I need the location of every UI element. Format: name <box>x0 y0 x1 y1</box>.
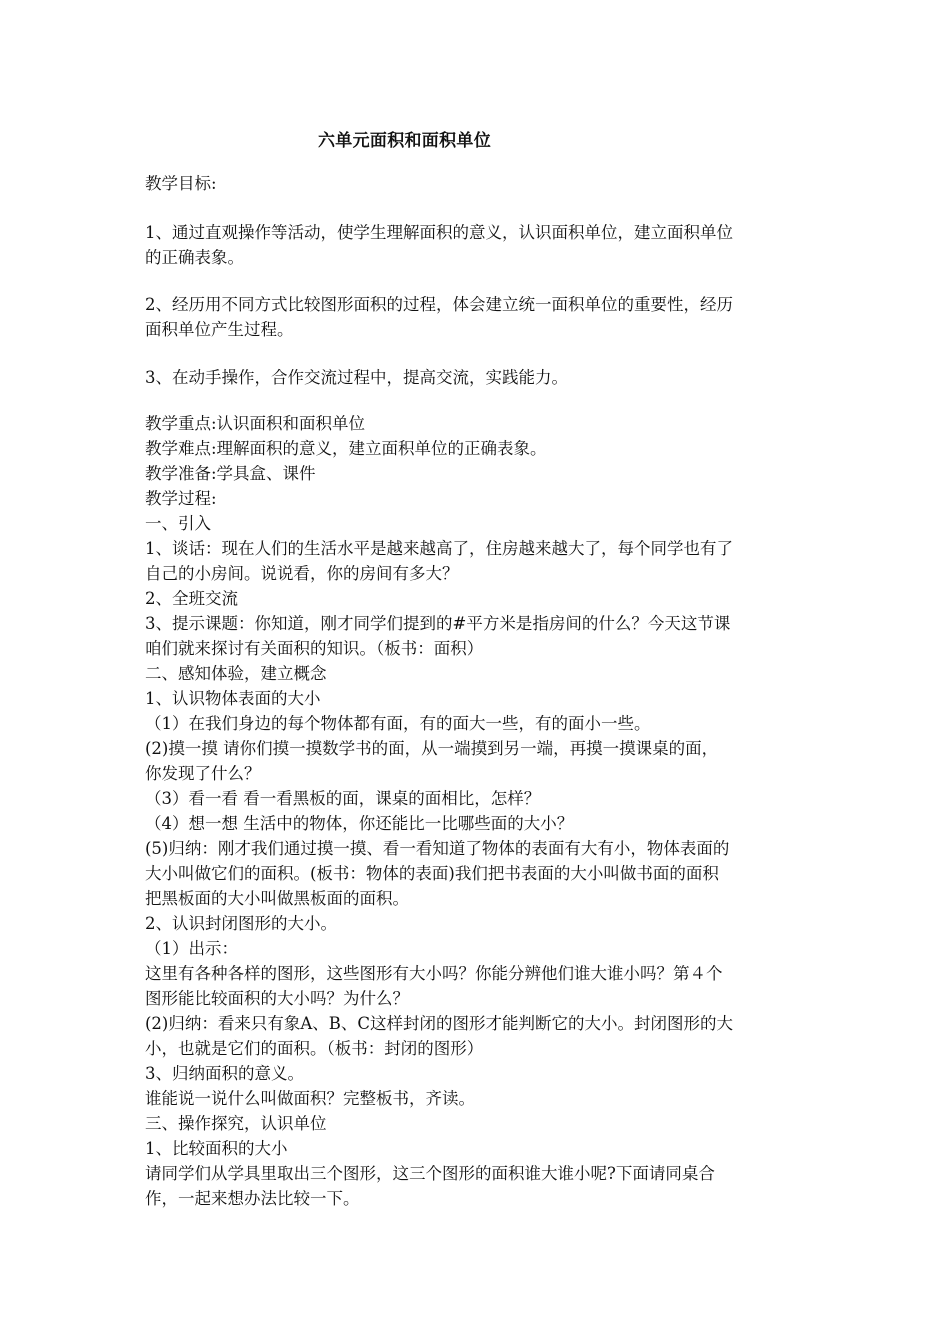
document-title: 六单元面积和面积单位 <box>318 131 491 151</box>
body-line: （4）想一想 生活中的物体，你还能比一比哪些面的大小？ <box>145 814 574 833</box>
body-line: 请同学们从学具里取出三个图形，这三个图形的面积谁大谁小呢?下面请同桌合 <box>145 1164 715 1183</box>
body-line: 这里有各种各样的图形，这些图形有大小吗？你能分辨他们谁大谁小吗？第４个 <box>145 964 723 983</box>
body-line: 你发现了什么？ <box>145 764 261 783</box>
objectives-heading-block <box>145 171 815 196</box>
body-line: 3、归纳面积的意义。 <box>145 1064 304 1083</box>
body-line: 图形能比较面积的大小吗？为什么？ <box>145 989 409 1008</box>
body-line: 教学重点:认识面积和面积单位 <box>145 414 366 433</box>
objective-1 <box>145 220 815 270</box>
body-line: 自己的小房间。说说看，你的房间有多大？ <box>145 564 459 583</box>
objective-2 <box>145 292 815 342</box>
body-line: 1、谈话：现在人们的生活水平是越来越高了，住房越来越大了，每个同学也有了 <box>145 539 733 558</box>
body-line: 把黑板面的大小叫做黑板面的面积。 <box>145 889 409 908</box>
body-line: 2、全班交流 <box>145 589 238 608</box>
objective-line: 的正确表象。 <box>145 248 244 267</box>
body-line: 三、操作探究，认识单位 <box>145 1114 327 1133</box>
lesson-body <box>145 411 815 1211</box>
body-line: 教学难点:理解面积的意义，建立面积单位的正确表象。 <box>145 439 547 458</box>
body-line: (2)摸一摸 请你们摸一摸数学书的面，从一端摸到另一端，再摸一摸课桌的面， <box>145 739 719 758</box>
body-line: 1、认识物体表面的大小 <box>145 689 321 708</box>
body-line: 咱们就来探讨有关面积的知识。（板书：面积） <box>145 639 484 658</box>
body-line: 教学准备:学具盒、课件 <box>145 464 316 483</box>
body-line: 作，一起来想办法比较一下。 <box>145 1189 360 1208</box>
body-line: (2)归纳：看来只有象A、B、C这样封闭的图形才能判断它的大小。封闭图形的大 <box>145 1014 734 1033</box>
body-line: 教学过程: <box>145 489 217 508</box>
objectives-heading: 教学目标: <box>145 174 217 193</box>
body-line: 小，也就是它们的面积。（板书：封闭的图形） <box>145 1039 484 1058</box>
body-line: 2、认识封闭图形的大小。 <box>145 914 337 933</box>
objective-line: 2、经历用不同方式比较图形面积的过程，体会建立统一面积单位的重要性，经历 <box>145 295 733 314</box>
body-line: （3）看一看 看一看黑板的面，课桌的面相比，怎样？ <box>145 789 541 808</box>
body-line: 二、感知体验，建立概念 <box>145 664 327 683</box>
body-line: （1）出示： <box>145 939 238 958</box>
objective-line: 面积单位产生过程。 <box>145 320 294 339</box>
body-line: 1、比较面积的大小 <box>145 1139 288 1158</box>
body-line: 谁能说一说什么叫做面积？完整板书，齐读。 <box>145 1089 475 1108</box>
body-line: 大小叫做它们的面积。(板书：物体的表面)我们把书表面的大小叫做书面的面积 <box>145 864 719 883</box>
objective-line: 3、在动手操作，合作交流过程中，提高交流，实践能力。 <box>145 368 568 387</box>
objective-line: 1、通过直观操作等活动，使学生理解面积的意义，认识面积单位，建立面积单位 <box>145 223 733 242</box>
body-line: (5)归纳：刚才我们通过摸一摸、看一看知道了物体的表面有大有小，物体表面的 <box>145 839 730 858</box>
objective-3 <box>145 365 815 390</box>
body-line: 3、提示课题：你知道，刚才同学们提到的#平方米是指房间的什么？今天这节课 <box>145 614 731 633</box>
body-line: （1）在我们身边的每个物体都有面，有的面大一些，有的面小一些。 <box>145 714 651 733</box>
body-line: 一、引入 <box>145 514 211 533</box>
